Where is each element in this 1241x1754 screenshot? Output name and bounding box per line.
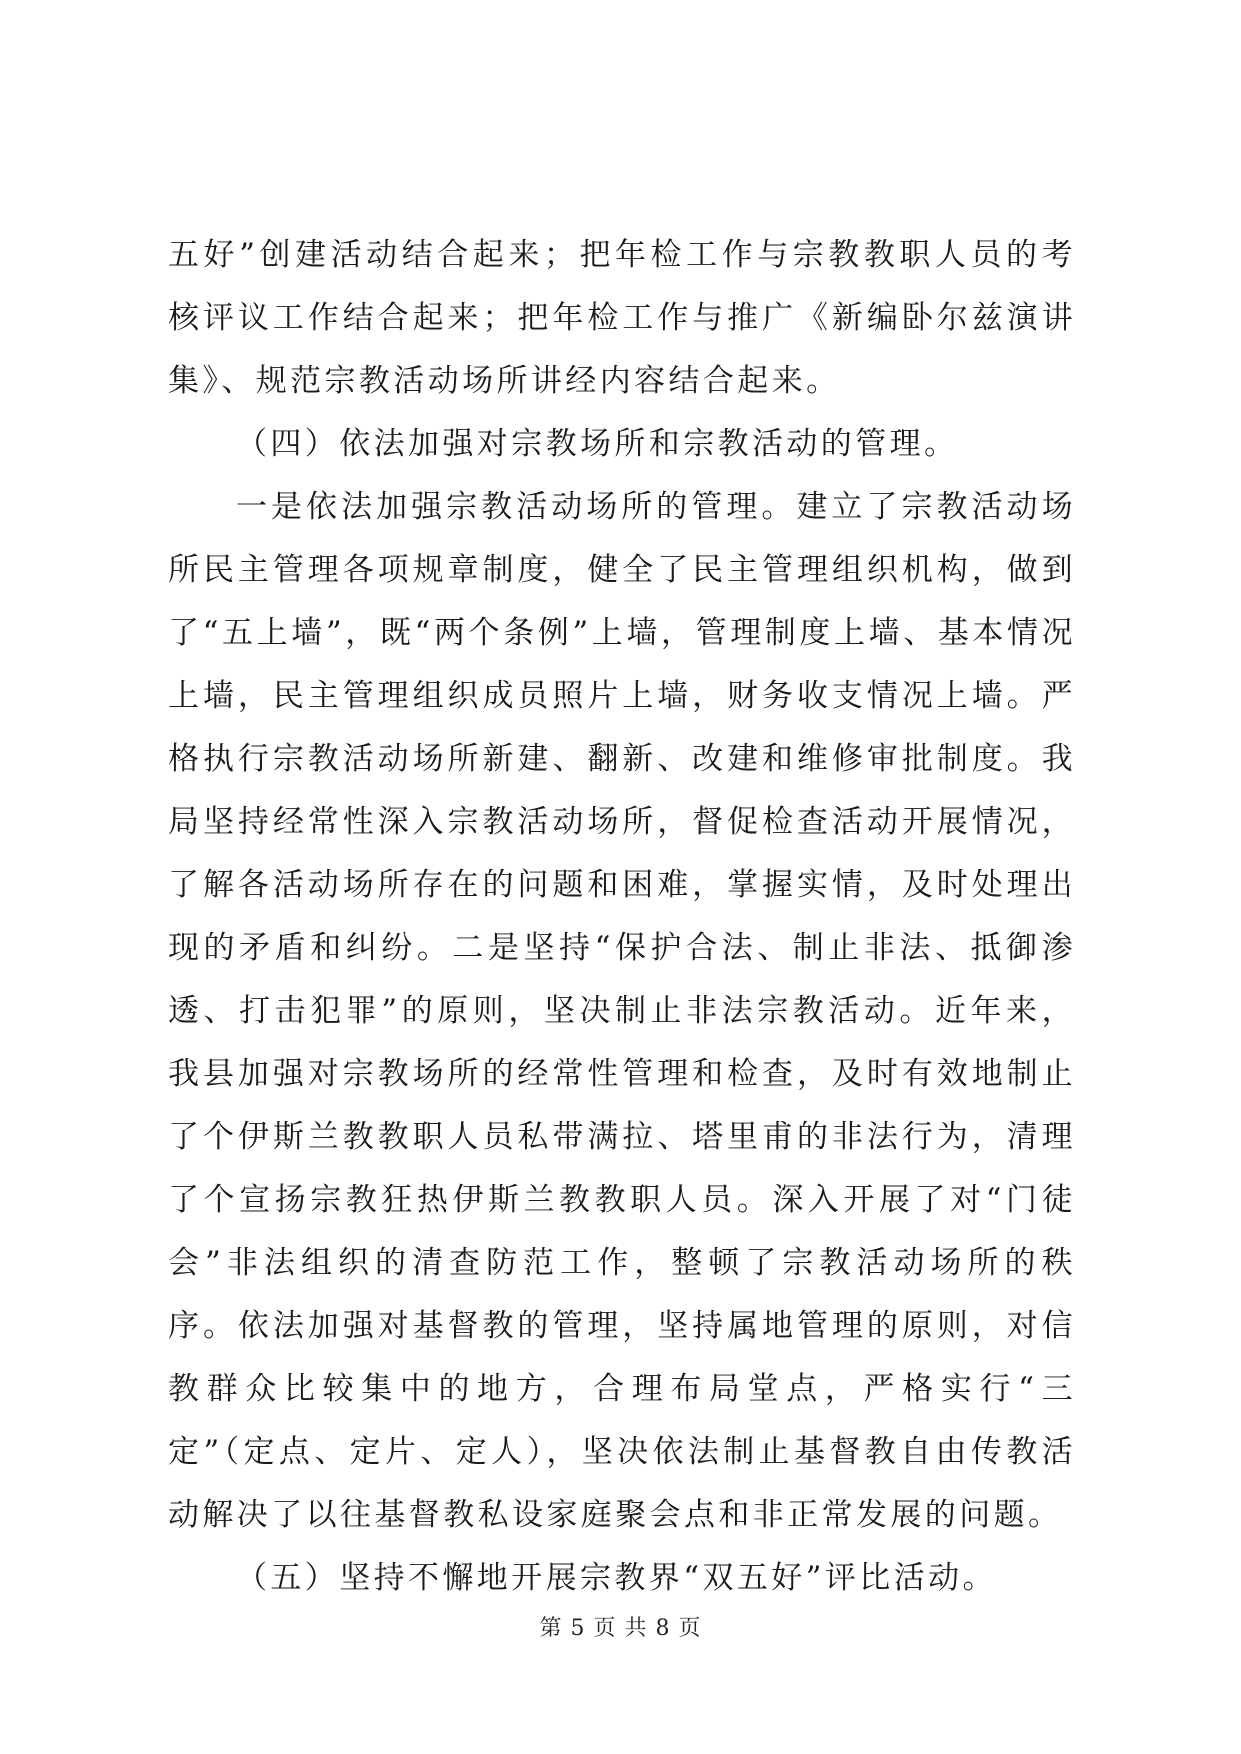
page-number-footer: 第 5 页 共 8 页 [539,1616,702,1641]
section-heading-four: （四）依法加强对宗教场所和宗教活动的管理。 [236,426,959,462]
paragraph-management: 一是依法加强宗教活动场所的管理。建立了宗教活动场所民主管理各项规章制度，健全了民主管理组织机构，做到了“五上墙”，既“两个条例”上墙，管理制度上墙、基本情况上墙，民主管理组织成员照片上墙，财务收支情况上墙。严格执行宗教活动场所新建、翻新、改建和维修审批制度。我局坚持经常性深入宗教活动场所，督促检查活动开展情况，了解各活动场所存在的问题和困难，掌握实情，及时处理出现的矛盾和纠纷。二是坚持“保护合法、制止非法、抵御渗透、打击犯罪”的原则，坚决制止非法宗教活动。近年来，我县加强对宗教场所的经常性管理和检查，及时有效地制止了个伊斯兰教教职人员私带满拉、塔里甫的非法行为，清理了个宣扬宗教狂热伊斯兰教教职人员。深入开展了对“门徒会”非法组织的清查防范工作，整顿了宗教活动场所的秩序。依法加强对基督教的管理，坚持属地管理的原则，对信教群众比较集中的地方，合理布局堂点，严格实行“三定”（定点、定片、定人），坚决依法制止基督教自由传教活动解决了以往基督教私设家庭聚会点和非正常发展的问题。 [168,489,1076,1533]
section-heading-five: （五）坚持不懈地开展宗教界“双五好”评比活动。 [236,1560,997,1596]
document-body [168,224,1076,1610]
paragraph-continuation: 五好”创建活动结合起来；把年检工作与宗教教职人员的考核评议工作结合起来；把年检工作与推广《新编卧尔兹演讲集》、规范宗教活动场所讲经内容结合起来。 [168,237,1076,399]
